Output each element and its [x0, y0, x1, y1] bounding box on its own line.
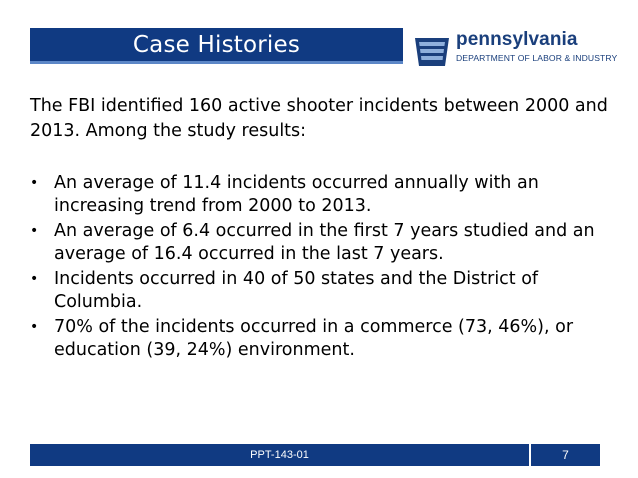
keystone-logo-icon	[412, 29, 452, 69]
bullet-item	[30, 172, 615, 217]
footer-bar	[30, 444, 606, 466]
title-bar	[30, 28, 403, 64]
bullet-dot-icon: •	[30, 223, 39, 239]
bullet-list	[30, 172, 615, 364]
intro-text: The FBI identified 160 active shooter incidents between 2000 and 2013. Among the study results:	[30, 96, 608, 141]
bullet-item	[30, 220, 615, 265]
bullet-dot-icon: •	[30, 319, 39, 335]
slide-title: Case Histories	[132, 31, 301, 58]
bullet-item	[30, 268, 615, 313]
bullet-dot-icon: •	[30, 175, 39, 191]
bullet-text: 70% of the incidents occurred in a commerce (73, 46%), or education (39, 24%) environment.	[54, 317, 574, 360]
bullet-dot-icon: •	[30, 271, 39, 287]
bullet-text: An average of 6.4 occurred in the first 7 years studied and an average of 16.4 occurred in the last 7 years.	[54, 221, 595, 264]
logo-department: DEPARTMENT OF LABOR & INDUSTRY	[456, 53, 618, 63]
bullet-item	[30, 316, 615, 361]
footer-code: PPT-143-01	[250, 449, 309, 461]
bullet-text: An average of 11.4 incidents occurred annually with an increasing trend from 2000 to 2013.	[54, 173, 539, 216]
page-number: 7	[562, 448, 569, 462]
bullet-text: Incidents occurred in 40 of 50 states and the District of Columbia.	[54, 269, 539, 312]
pennsylvania-logo	[412, 29, 618, 69]
logo-name: pennsylvania	[456, 29, 578, 50]
